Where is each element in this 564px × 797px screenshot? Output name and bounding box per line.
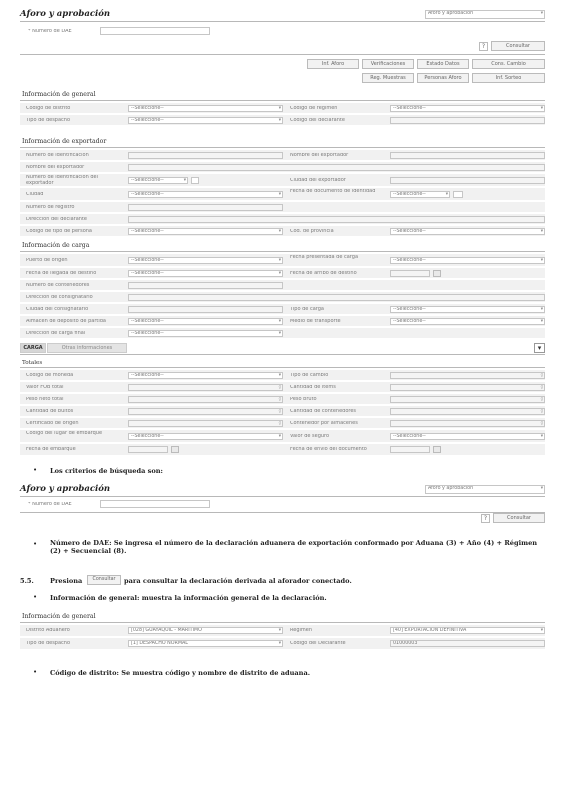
expand-icon[interactable]: ▾ — [534, 343, 545, 353]
field-label: Código de régimen — [290, 106, 338, 111]
text-input[interactable] — [128, 152, 283, 159]
field-label: Número de identificación — [26, 153, 89, 158]
select-value: [40] EXPORTACION DEFINITIVA — [393, 628, 467, 633]
spinner-icon: ◊ — [540, 373, 543, 378]
input-value: 01000003 — [393, 641, 418, 646]
field-label: Número de contenedores — [26, 283, 90, 288]
chevron-down-icon: ▾ — [278, 192, 281, 197]
number-input[interactable] — [128, 420, 283, 427]
inf-aforo-button[interactable]: Inf. Aforo — [307, 59, 359, 69]
select-value: --Seleccione-- — [393, 307, 426, 312]
chevron-down-icon: ▾ — [278, 229, 281, 234]
field-label: Tipo de carga — [290, 307, 324, 312]
field-label: Tipo de despacho — [26, 118, 71, 123]
select-value: --Seleccione-- — [131, 331, 164, 336]
despacho-select[interactable] — [128, 640, 283, 647]
field-label: Tipo de despacho — [26, 641, 71, 646]
calendar-icon[interactable] — [433, 446, 441, 453]
field-label: Nombre del exportador — [26, 165, 85, 170]
field-label: Cód. de provincia — [290, 229, 334, 234]
spinner-icon: ◊ — [278, 397, 281, 402]
field-label: Código del lugar de embarque — [26, 431, 103, 436]
field-label: Fecha de embarque — [26, 447, 76, 452]
field-label: Código de moneda — [26, 373, 74, 378]
text-input[interactable] — [128, 294, 545, 301]
exporter-divider — [20, 147, 545, 148]
search-button[interactable]: Consultar — [493, 513, 545, 523]
select-value: --Seleccione-- — [393, 229, 426, 234]
field-label: Tipo de cambio — [290, 373, 329, 378]
field-label: Ciudad del exportador — [290, 178, 346, 183]
chevron-down-icon: ▾ — [278, 319, 281, 324]
spinner-icon: ◊ — [278, 385, 281, 390]
help-icon[interactable]: ? — [479, 42, 488, 51]
tipo-carga-select[interactable] — [390, 306, 545, 313]
chevron-down-icon: ▾ — [540, 229, 543, 234]
select-value: --Seleccione-- — [131, 229, 164, 234]
totals-section-title: Totales — [22, 360, 43, 366]
distrito-select[interactable] — [128, 105, 283, 112]
id-search-button[interactable] — [191, 177, 199, 184]
select-value: --Seleccione-- — [131, 258, 164, 263]
chevron-down-icon: ▾ — [540, 319, 543, 324]
tab-otras-informaciones[interactable]: Otras informaciones — [47, 343, 127, 353]
number-input[interactable] — [390, 384, 545, 391]
field-label: Cantidad de bultos — [26, 409, 74, 414]
chevron-down-icon: ▾ — [278, 331, 281, 336]
chevron-down-icon: ▾ — [540, 628, 543, 633]
text-input[interactable] — [128, 216, 545, 223]
select-value: --Seleccione-- — [131, 192, 164, 197]
doc-type-select[interactable] — [390, 191, 450, 198]
title-divider — [20, 496, 545, 497]
calendar-icon[interactable] — [171, 446, 179, 453]
criteria-text: Los criterios de búsqueda son: — [50, 467, 163, 475]
step-text-pre: Presiona — [50, 577, 83, 585]
field-label: Dirección del declarante — [26, 217, 87, 222]
spinner-icon: ◊ — [540, 409, 543, 414]
spinner-icon: ◊ — [278, 409, 281, 414]
dae-input[interactable] — [100, 500, 210, 508]
date-input[interactable] — [128, 446, 168, 453]
declarante-input[interactable] — [390, 640, 545, 647]
chevron-down-icon: ▾ — [278, 258, 281, 263]
number-input[interactable] — [390, 396, 545, 403]
bullet-icon: • — [33, 466, 38, 474]
regimen-select[interactable] — [390, 105, 545, 112]
almacen-select[interactable] — [128, 318, 283, 325]
declarante-input[interactable] — [390, 117, 545, 124]
totals-divider — [20, 367, 545, 368]
number-input[interactable] — [128, 384, 283, 391]
number-input[interactable] — [390, 372, 545, 379]
dae-label: * Número de DAE — [28, 502, 72, 507]
distrito-description-text: Código de distrito: Se muestra código y nombre de distrito de aduana. — [50, 669, 311, 677]
chevron-down-icon: ▾ — [278, 641, 281, 646]
help-icon[interactable]: ? — [481, 514, 490, 523]
select-value: --Seleccione-- — [131, 106, 164, 111]
field-label: Régimen — [290, 628, 313, 633]
module-select[interactable] — [425, 485, 545, 494]
spinner-icon: ◊ — [540, 385, 543, 390]
tipo-persona-select[interactable] — [128, 228, 283, 235]
step-number: 5.5. — [20, 577, 34, 585]
search-divider — [20, 54, 545, 55]
tab-carga[interactable]: CARGA — [20, 343, 46, 353]
number-input[interactable] — [390, 408, 545, 415]
field-label: Cantidad de contenedores — [290, 409, 357, 414]
chevron-down-icon: ▾ — [540, 434, 543, 439]
seguro-select[interactable] — [390, 433, 545, 440]
select-value: --Seleccione-- — [393, 192, 426, 197]
puerto-select[interactable] — [128, 257, 283, 264]
field-label: Fecha de arribo de destino — [290, 271, 357, 276]
select-value: --Seleccione-- — [131, 271, 164, 276]
field-label: Cantidad de items — [290, 385, 336, 390]
bullet-icon: • — [33, 668, 38, 676]
module-select-value: Aforo y aprobación — [428, 486, 474, 491]
fecha-carga-select[interactable] — [390, 257, 545, 264]
text-input[interactable] — [390, 152, 545, 159]
embarque-select[interactable] — [128, 433, 283, 440]
chevron-down-icon: ▾ — [278, 118, 281, 123]
chevron-down-icon: ▾ — [540, 11, 543, 16]
select-value: --Seleccione-- — [131, 434, 164, 439]
field-label: Almacén de depósito de partida — [26, 319, 106, 324]
chevron-down-icon: ▾ — [183, 178, 186, 183]
carga-final-select[interactable] — [128, 330, 283, 337]
field-label: Ciudad del consignatario — [26, 307, 89, 312]
id-type-select[interactable] — [128, 177, 188, 184]
moneda-select[interactable] — [128, 372, 283, 379]
search-button[interactable]: Consultar — [491, 41, 545, 51]
bullet-icon: • — [33, 593, 38, 601]
field-label: Medio de transporte — [290, 319, 341, 324]
field-label: Distrito Aduanero — [26, 628, 70, 633]
field-label: Ciudad — [26, 192, 44, 197]
divider — [20, 512, 545, 513]
page-title: Aforo y aprobación — [20, 484, 111, 494]
field-label: Código del declarante — [290, 118, 345, 123]
field-label: Contenedor por almacenes — [290, 421, 358, 426]
estado-datos-button[interactable]: Estado Datos — [417, 59, 469, 69]
field-label: Número de registro — [26, 205, 75, 210]
module-select[interactable] — [425, 10, 545, 19]
field-label: Peso bruto — [290, 397, 317, 402]
text-input[interactable] — [128, 282, 283, 289]
chevron-down-icon: ▾ — [278, 106, 281, 111]
chevron-down-icon: ▾ — [278, 373, 281, 378]
ciudad-select[interactable] — [128, 191, 283, 198]
spinner-icon: ◊ — [540, 421, 543, 426]
chevron-down-icon: ▾ — [445, 192, 448, 197]
general-description-text: Información de general: muestra la información general de la declaración. — [50, 594, 327, 602]
inf-sorteo-button[interactable]: Inf. Sorteo — [472, 73, 545, 83]
general-divider — [20, 100, 545, 101]
module-select-value: Aforo y aprobación — [428, 11, 474, 16]
select-value: --Seleccione-- — [131, 319, 164, 324]
chevron-down-icon: ▾ — [278, 271, 281, 276]
field-label: Peso neto total — [26, 397, 64, 402]
bullet-icon: • — [33, 540, 38, 548]
number-input[interactable] — [128, 408, 283, 415]
spinner-icon: ◊ — [278, 421, 281, 426]
step-text-post: para consultar la declaración derivada al aforador conectado. — [124, 577, 352, 585]
title-divider — [20, 21, 545, 22]
select-value: [1] DESPACHO NORMAL — [131, 641, 188, 646]
field-label: Número de identificación del exportador — [26, 175, 99, 186]
select-value: --Seleccione-- — [393, 319, 426, 324]
general-divider — [20, 622, 545, 623]
field-label: Nombre del exportador — [290, 153, 349, 158]
despacho-select[interactable] — [128, 117, 283, 124]
distrito-select[interactable] — [128, 627, 283, 634]
verificaciones-button[interactable]: Verificaciones — [362, 59, 414, 69]
dae-description-text: Número de DAE: Se ingresa el número de la declaración aduanera de exportación conformado por Aduana (3) + Año (4) + Régimen (2) + Secuencial (8). — [50, 539, 538, 555]
text-input[interactable] — [128, 164, 545, 171]
personas-aforo-button[interactable]: Personas Aforo — [417, 73, 469, 83]
general-section-title: Información de general — [22, 613, 96, 620]
regimen-select[interactable] — [390, 627, 545, 634]
text-input[interactable] — [390, 177, 545, 184]
dae-input[interactable] — [100, 27, 210, 35]
field-label: Código del Declarante — [290, 641, 346, 646]
chevron-down-icon: ▾ — [278, 434, 281, 439]
transporte-select[interactable] — [390, 318, 545, 325]
field-label: Valor de seguro — [290, 434, 330, 439]
field-label: Fecha de envío del documento — [290, 447, 367, 452]
provincia-select[interactable] — [390, 228, 545, 235]
date-input[interactable] — [390, 270, 430, 277]
select-value: --Seleccione-- — [393, 258, 426, 263]
select-value: --Seleccione-- — [131, 118, 164, 123]
field-label: Dirección de consignatario — [26, 295, 93, 300]
chevron-down-icon: ▾ — [540, 307, 543, 312]
chevron-down-icon: ▾ — [540, 486, 543, 491]
page-title: Aforo y aprobación — [20, 9, 111, 19]
field-label: Valor FOB total — [26, 385, 64, 390]
select-value: --Seleccione-- — [393, 106, 426, 111]
exporter-section-title: Información de exportador — [22, 138, 107, 145]
spinner-icon: ◊ — [540, 397, 543, 402]
field-label: Fecha de llegada de destino — [26, 271, 97, 276]
chevron-down-icon: ▾ — [540, 106, 543, 111]
doc-search-button[interactable] — [453, 191, 463, 198]
chevron-down-icon: ▾ — [278, 628, 281, 633]
field-label: Código de distrito — [26, 106, 71, 111]
text-input[interactable] — [128, 306, 283, 313]
calendar-icon[interactable] — [433, 270, 441, 277]
field-label: Código de tipo de persona — [26, 229, 92, 234]
cons-cambio-button[interactable]: Cons. Cambio — [472, 59, 545, 69]
field-label: Fecha presentada de carga — [290, 255, 359, 260]
field-label: Certificado de origen — [26, 421, 79, 426]
text-input[interactable] — [128, 204, 283, 211]
reg-muestras-button[interactable]: Reg. Muestras — [362, 73, 414, 83]
select-value: --Seleccione-- — [393, 434, 426, 439]
field-label: Puerto de origen — [26, 258, 68, 263]
llegada-select[interactable] — [128, 270, 283, 277]
date-input[interactable] — [390, 446, 430, 453]
select-value: --Seleccione-- — [131, 373, 164, 378]
field-label: Dirección de carga final — [26, 331, 86, 336]
tab-divider — [20, 354, 545, 355]
consultar-inline-button: Consultar — [87, 575, 121, 585]
select-value: --Seleccione-- — [131, 178, 164, 183]
dae-label: * Número de DAE — [28, 29, 72, 34]
cargo-divider — [20, 251, 545, 252]
chevron-down-icon: ▾ — [540, 258, 543, 263]
cargo-section-title: Información de carga — [22, 242, 90, 249]
number-input[interactable] — [128, 396, 283, 403]
general-section-title: Información de general — [22, 91, 96, 98]
field-label: Fecha de documento de identidad — [290, 189, 376, 194]
select-value: [028] GUAYAQUIL - MARITIMO — [131, 628, 202, 633]
number-input[interactable] — [390, 420, 545, 427]
